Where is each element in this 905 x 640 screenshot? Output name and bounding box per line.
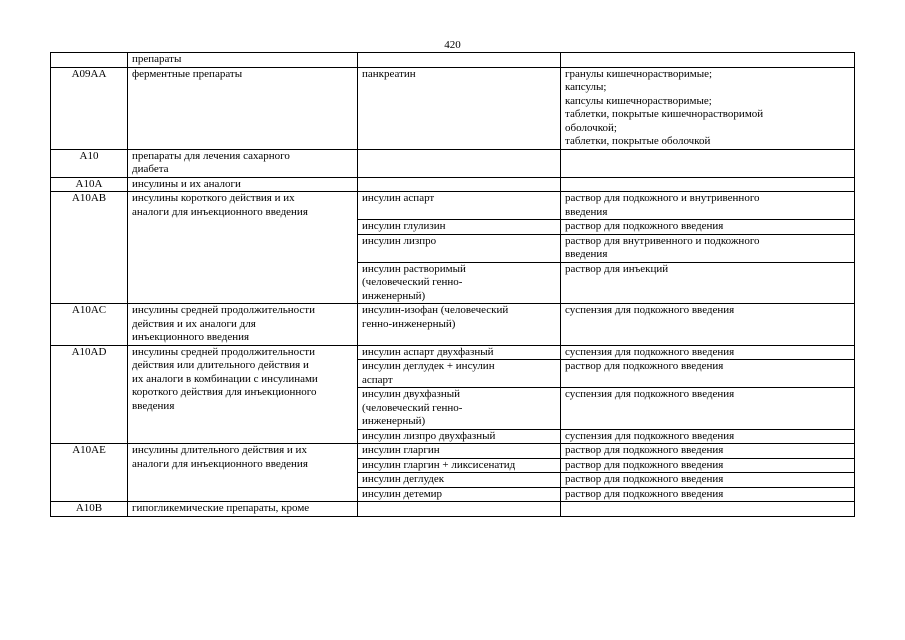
dosage-form-cell <box>561 53 855 68</box>
table-row <box>51 345 855 360</box>
dosage-form-cell: раствор для инъекций <box>561 262 855 304</box>
table-row <box>51 192 855 220</box>
dosage-form-cell: раствор для подкожного введения <box>561 473 855 488</box>
drug-name-cell: инсулин аспарт двухфазный <box>358 345 561 360</box>
dosage-form-cell <box>561 502 855 517</box>
drug-name-cell: инсулин глулизин <box>358 220 561 235</box>
dosage-form-cell: раствор для подкожного введения <box>561 360 855 388</box>
table-row <box>51 149 855 177</box>
dosage-form-cell: раствор для подкожного введения <box>561 458 855 473</box>
table-row <box>51 53 855 68</box>
dosage-form-cell: суспензия для подкожного введения <box>561 388 855 430</box>
atc-code-cell: A10A <box>51 177 128 192</box>
table-body <box>51 53 855 517</box>
dosage-form-cell: гранулы кишечнорастворимые; капсулы; капсулы кишечнорастворимые; таблетки, покрытые кишечнорастворимой оболочкой; таблетки, покрытые оболочкой <box>561 67 855 149</box>
drug-name-cell: инсулин двухфазный (человеческий генно- инженерный) <box>358 388 561 430</box>
dosage-form-cell <box>561 149 855 177</box>
dosage-form-cell: раствор для подкожного введения <box>561 444 855 459</box>
drug-name-cell: инсулин аспарт <box>358 192 561 220</box>
dosage-form-cell: раствор для подкожного введения <box>561 220 855 235</box>
dosage-form-cell: раствор для внутривенного и подкожного введения <box>561 234 855 262</box>
atc-code-cell: A10AE <box>51 444 128 502</box>
dosage-form-cell: раствор для подкожного и внутривенного введения <box>561 192 855 220</box>
drug-name-cell: инсулин деглудек <box>358 473 561 488</box>
page-number: 420 <box>444 39 461 51</box>
atc-code-cell: A10AC <box>51 304 128 346</box>
drug-name-cell <box>358 53 561 68</box>
drug-name-cell: инсулин-изофан (человеческий генно-инженерный) <box>358 304 561 346</box>
anatomical-group-cell: инсулины средней продолжительности действия и их аналоги для инъекционного введения <box>128 304 358 346</box>
drug-name-cell: инсулин растворимый (человеческий генно- инженерный) <box>358 262 561 304</box>
dosage-form-cell: суспензия для подкожного введения <box>561 304 855 346</box>
dosage-form-cell: суспензия для подкожного введения <box>561 345 855 360</box>
drug-name-cell: инсулин деглудек + инсулин аспарт <box>358 360 561 388</box>
drug-name-cell: инсулин гларгин + ликсисенатид <box>358 458 561 473</box>
atc-code-cell: A10B <box>51 502 128 517</box>
atc-code-cell <box>51 53 128 68</box>
atc-code-cell: A10AD <box>51 345 128 444</box>
anatomical-group-cell: препараты <box>128 53 358 68</box>
drug-classification-table <box>50 52 855 517</box>
drug-name-cell: инсулин детемир <box>358 487 561 502</box>
anatomical-group-cell: инсулины короткого действия и их аналоги для инъекционного введения <box>128 192 358 304</box>
anatomical-group-cell: гипогликемические препараты, кроме <box>128 502 358 517</box>
drug-name-cell: панкреатин <box>358 67 561 149</box>
drug-name-cell: инсулин гларгин <box>358 444 561 459</box>
atc-code-cell: A09AA <box>51 67 128 149</box>
atc-code-cell: A10AB <box>51 192 128 304</box>
drug-name-cell: инсулин лизпро двухфазный <box>358 429 561 444</box>
anatomical-group-cell: препараты для лечения сахарного диабета <box>128 149 358 177</box>
drug-name-cell <box>358 149 561 177</box>
drug-name-cell <box>358 502 561 517</box>
table-row <box>51 502 855 517</box>
table-row <box>51 67 855 149</box>
anatomical-group-cell: инсулины и их аналоги <box>128 177 358 192</box>
drug-name-cell <box>358 177 561 192</box>
table-row <box>51 304 855 346</box>
dosage-form-cell <box>561 177 855 192</box>
anatomical-group-cell: инсулины длительного действия и их аналоги для инъекционного введения <box>128 444 358 502</box>
dosage-form-cell: раствор для подкожного введения <box>561 487 855 502</box>
drug-name-cell: инсулин лизпро <box>358 234 561 262</box>
atc-code-cell: A10 <box>51 149 128 177</box>
anatomical-group-cell: ферментные препараты <box>128 67 358 149</box>
table-row <box>51 177 855 192</box>
table-row <box>51 444 855 459</box>
dosage-form-cell: суспензия для подкожного введения <box>561 429 855 444</box>
anatomical-group-cell: инсулины средней продолжительности действия или длительного действия и их аналоги в комбинации с инсулинами короткого действия для инъекционного введения <box>128 345 358 444</box>
